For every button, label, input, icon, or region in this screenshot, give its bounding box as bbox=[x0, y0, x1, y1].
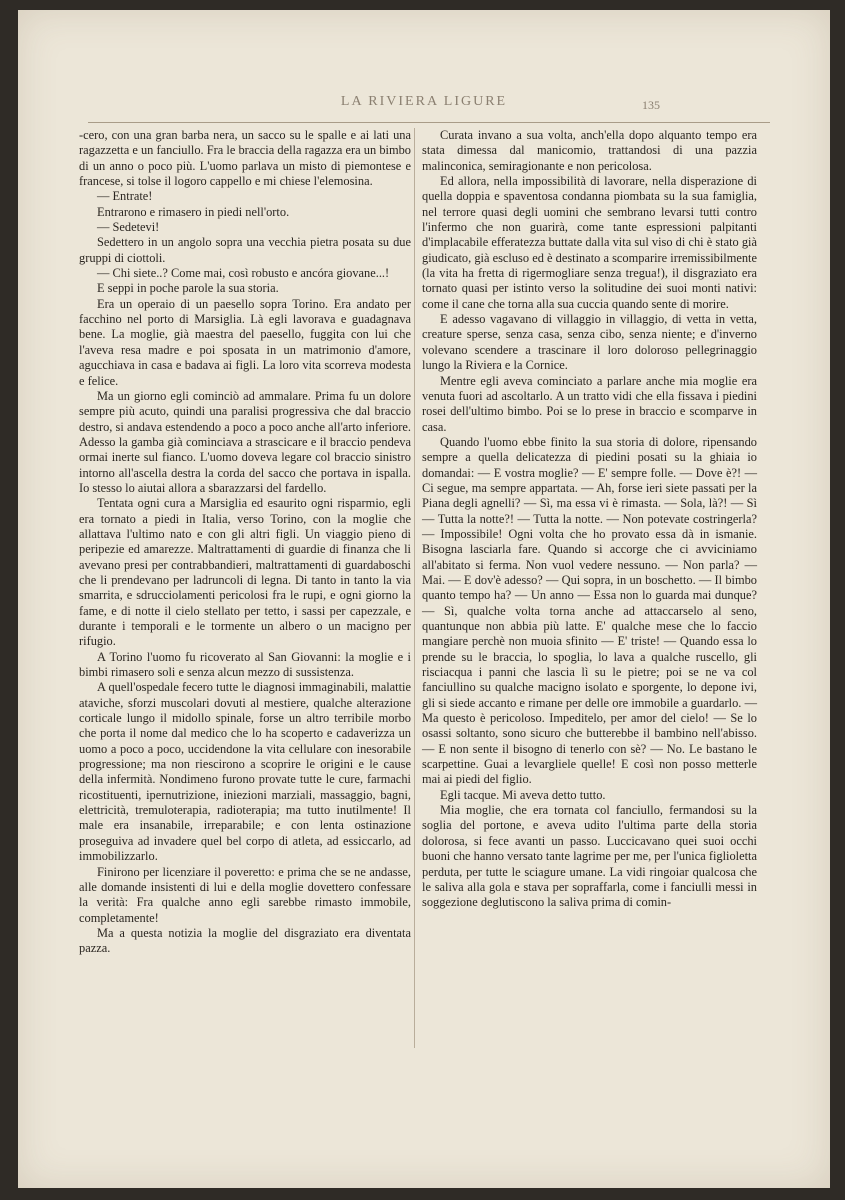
paragraph: Tentata ogni cura a Marsiglia ed esaurito ogni risparmio, egli era tornato a piedi in Italia, verso Torino, con la moglie che allattava l'ultimo nato e con gli altri figli. Un viaggio pieno di peripezie ed amarezze. Maltrattamenti di guardie di finanza che li avevano presi per contrabbandieri, maltrattamenti di guardaboschi che li prendevano per ladruncoli di legna. Di tanto in tanto la via smarrita, e sdrucciolamenti pericolosi fra le rupi, e ogni giorno la fame, e di notte il cielo stellato per tetto, i sassi per capezzale, e durante i temporali e le tormente un albero o un macigno per rifugio. bbox=[79, 496, 411, 649]
paragraph: Sedettero in un angolo sopra una vecchia pietra posata su due gruppi di ciottoli. bbox=[79, 235, 411, 265]
paragraph: E seppi in poche parole la sua storia. bbox=[97, 281, 279, 296]
paragraph: Quando l'uomo ebbe finito la sua storia di dolore, ripensando sempre a quella delicatezza di piedini posati su la ghiaia io domandai: — E vostra moglie? — E' sempre folle. — Dove è?! — Ci segue, ma sempre appartata. — Ah, forse ieri siete passati per la Piana degli agnelli? — Sì, ma essa vi è rimasta. — Sola, là?! — Sì — Tutta la notte?! — Tutta la notte. — Non potevate costringerla? — Impossibile! Ogni volta che ho provato essa dà in ismanie. Bisogna lasciarla fare. Quando si accorge che ci avviciniamo all'abitato si ferma. Non vuol vedere nessuno. — Non parla? — Mai. — E dov'è adesso? — Qui sopra, in un boschetto. — Il bimbo quanto tempo ha? — Un anno — Essa non lo guarda mai dunque? — Sì, qualche volta torna anche ad attaccarselo al seno, quantunque non abbia più latte. E' qualche mese che lo faccio mangiare perchè non muoia sfinito — E' triste! — Quando essa lo prende su le braccia, lo spoglia, lo lava a qualche ruscello, gli risciacqua i panni che lascia lì su le pietre; poi se ne va col fanciullino su qualche macigno isolato e sporgente, lo depone ivi, gli si siede accanto e rimane per delle ore immobile a guardarlo. — Ma questo è pericoloso. Impeditelo, per amor del cielo! — Se lo osassi soltanto, sono sicuro che butterebbe il bambino nell'abisso. — E non sente il bisogno di tenerlo con sè? — No. Le bastano le scarpettine. Guai a levargliele quelle! E così non posso metterle mai ai piedi del figlio. bbox=[422, 434, 757, 787]
paragraph: Entrarono e rimasero in piedi nell'orto. bbox=[97, 204, 290, 219]
paragraph: — Entrate! bbox=[97, 189, 153, 204]
paragraph: A Torino l'uomo fu ricoverato al San Giovanni: la moglie e i bimbi rimasero soli e senza alcun mezzo di sussistenza. bbox=[79, 649, 411, 680]
paragraph: Ma un giorno egli cominciò ad ammalare. Prima fu un dolore sempre più acuto, quindi una paralisi progressiva che dal braccio destro, si andava estendendo a poco a poco anche all'arto inferiore. Adesso la gamba già cominciava a strascicare e il braccio pendeva ormai inerte sul fianco. L'uomo doveva legare col braccio sinistro intorno all'ascella destra la corda del sacco che portava in ispalla. Io stesso lo aiutai allora a sbarazzarsi del fardello. bbox=[79, 388, 411, 495]
page-number: 135 bbox=[642, 98, 660, 112]
paragraph: E adesso vagavano di villaggio in villaggio, di vetta in vetta, creature sperse, senza casa, senza cibo, senza niente; e d'inverno volevano scendere a trascinare il loro doloroso pellegrinaggio lungo la Riviera e la Cornice. bbox=[422, 312, 757, 373]
paragraph: Ed allora, nella impossibilità di lavorare, nella disperazione di quella doppia e spaventosa condanna piombata su la sua famiglia, nel terrore quasi degli uomini che sembrano levarsi tutti contro l'infermo che non guarirà, come tante espressioni palpitanti d'implacabile efferatezza buttate dalla vita sul viso di chi è stato già giudicato, già escluso ed è destinato a scomparire irremissibilmente (la vita ha fretta di rigermogliare senza tregua!), il disgraziato era tornato quasi per istinto verso la solitudine dei suoi monti nativi: come il cane che torna alla sua cuccia quando sente di morire. bbox=[422, 174, 757, 311]
paragraph: Egli tacque. Mi aveva detto tutto. bbox=[440, 787, 606, 802]
paragraph: Era un operaio di un paesello sopra Torino. Era andato per facchino nel porto di Marsiglia. Là egli lavorava e guadagnava bene. La moglie, già maestra del paesello, fuggita con lui che l'aveva resa madre e poi sposata in un matrimonio d'amore, agucchiava in casa e badava ai figli. La loro vita scorreva modesta e felice. bbox=[79, 296, 411, 388]
paragraph: Mia moglie, che era tornata col fanciullo, fermandosi su la soglia del portone, e aveva udito l'ultima parte della storia dolorosa, si fece avanti un passo. Luccicavano quei suoi occhi buoni che hanno versato tante lagrime per me, per l'unica figlioletta perduta, per tutte le sciagure umane. La vidi ringoiar qualcosa che le saliva alla gola e stava per sopraffarla, come i fanciulli messi in soggezione deglutiscono la saliva prima di comin- bbox=[422, 803, 757, 910]
paragraph: — Sedetevi! bbox=[97, 220, 160, 235]
paragraph: A quell'ospedale fecero tutte le diagnosi immaginabili, malattie ataviche, sforzi muscolari dovuti al mestiere, qualche alterazione corticale lungo il midollo spinale, forse un altro terribile morbo che porta il nome dal medico che lo ha scoperto e cadaverizza un uomo a poco a poco, uccidendone la vita cellulare con inesorabile progressione; ma non riescirono a scoprire le origini e le cause della infermità. Nondimeno furono provate tutte le cure, farmachi ricostituenti, ipernutrizione, iniezioni marziali, massaggio, bagni, elettricità, tremuloterapia, radioterapia; ma tutto inutilmente! Il male era insanabile, irreparabile; e con lenta ostinazione proseguiva ad invadere quel bel corpo di atleta, ad essiccarlo, ad immobilizzarlo. bbox=[79, 680, 411, 864]
journal-title: LA RIVIERA LIGURE bbox=[340, 94, 508, 109]
running-header bbox=[18, 88, 830, 118]
paragraph: Curata invano a sua volta, anch'ella dopo alquanto tempo era stata dimessa dal manicomio, trattandosi di una pazzia malinconica, semiragionante e non pericolosa. bbox=[422, 128, 757, 173]
paragraph: — Chi siete..? Come mai, così robusto e ancóra giovane...! bbox=[97, 266, 390, 281]
left-column bbox=[79, 128, 411, 957]
paragraph: Ma a questa notizia la moglie del disgraziato era diventata pazza. bbox=[79, 925, 411, 956]
paragraph: Finirono per licenziare il poveretto: e prima che se ne andasse, alle domande insistenti di lui e della moglie dovettero confessare la verità: Fra qualche anno egli sarebbe rimasto immobile, completamente! bbox=[79, 864, 411, 925]
header-rule bbox=[88, 122, 770, 123]
page-sheet bbox=[18, 10, 830, 1188]
paragraph: -cero, con una gran barba nera, un sacco su le spalle e ai lati una ragazzetta e un fanciullo. Fra le braccia della ragazza era un bimbo di un anno o poco più. L'uomo parlava un misto di piemontese e francese, si tolse il logoro cappello e mi chiese l'elemosina. bbox=[79, 128, 411, 189]
paragraph: Mentre egli aveva cominciato a parlare anche mia moglie era venuta fuori ad ascoltarlo. A un tratto vidi che ella fissava i piedini rosei dell'ultimo bimbo. Poi se lo prese in braccio e scomparve in casa. bbox=[422, 373, 757, 434]
column-divider bbox=[414, 128, 415, 1048]
right-column bbox=[422, 128, 757, 911]
